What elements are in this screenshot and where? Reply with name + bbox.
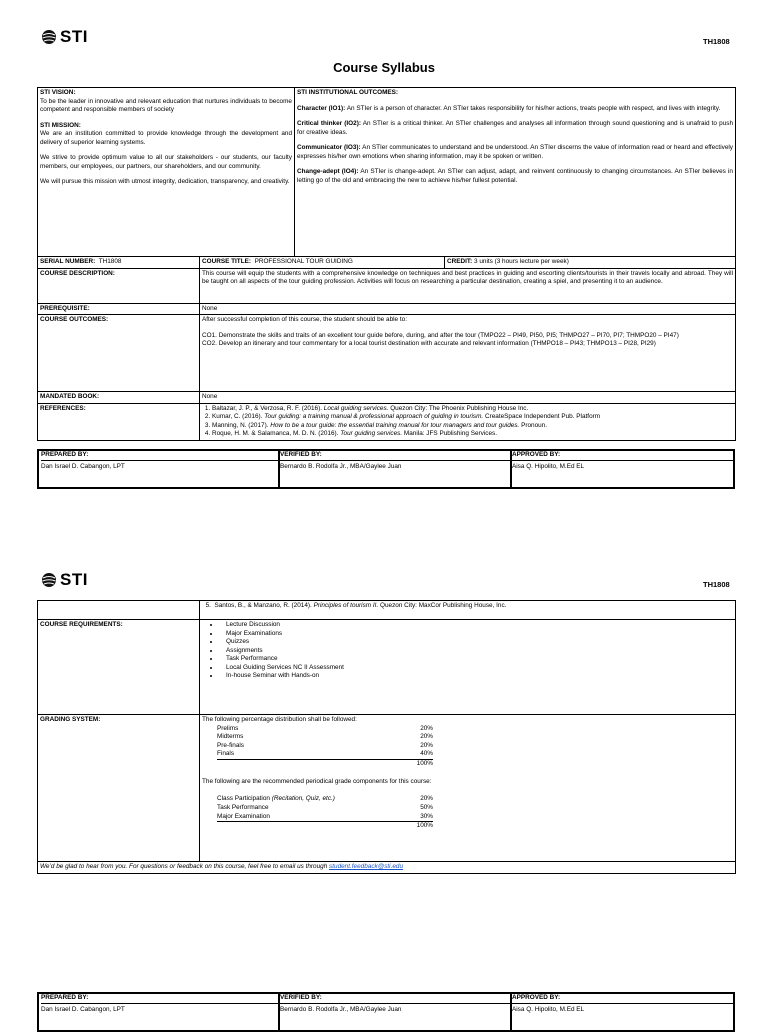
logo-text: STI [60, 27, 88, 46]
mandated-book-label: MANDATED BOOK: [38, 392, 200, 404]
syllabus-table [37, 87, 736, 441]
vision-text: To be the leader in innovative and relevant education that nurtures individuals to become competent and responsible members of society [40, 97, 292, 114]
prerequisite-row [38, 303, 736, 315]
verified-by-name: Bernardo B. Rodolfa Jr., MBA/Gaylee Juan [280, 463, 402, 470]
prepared-by-name: Dan Israel D. Cabangon, LPT [41, 1006, 125, 1013]
requirement-item: • Lecture Discussion [220, 621, 733, 630]
serial-row [38, 257, 736, 269]
references-label: REFERENCES: [38, 403, 200, 440]
approved-by-label: APPROVED BY: [512, 451, 733, 461]
feedback-note: We’d be glad to hear from you. For questions or feedback on this course, feel free to email us through student.feedback@sti.edu [38, 862, 736, 874]
requirements-list [202, 621, 733, 681]
approved-by-label: APPROVED BY: [512, 994, 733, 1004]
feedback-email-link[interactable]: student.feedback@sti.edu [329, 863, 404, 870]
grading-intro-2: The following are the recommended periodical grade components for this course: [202, 777, 432, 785]
requirements-cell [200, 620, 736, 715]
course-outcomes-intro: After successful completion of this course, the student should be able to: [202, 316, 407, 324]
prerequisite-label: PREREQUISITE: [38, 303, 200, 315]
sti-logo [41, 27, 88, 47]
course-outcome-co1: CO1. Demonstrate the skills and traits of an excellent tour guide before, during, and after the tour (TMPO22 – PI49, PI50, PI5; THMPO27 – PI70, PI7; THMPO20 – PI47) [202, 331, 679, 339]
vision-mission-cell [38, 88, 295, 257]
prepared-by-label: PREPARED BY: [41, 994, 278, 1004]
mission-text-2: We strive to provide optimum value to all our stakeholders - our students, our faculty members, our employees, our partners, our shareholders, and our community. [40, 154, 292, 170]
approved-by-cell [510, 994, 733, 1030]
grading-cell [200, 715, 736, 862]
outcome-term: Critical thinker (IO2): [297, 120, 361, 128]
reference-item: 4. Roque, H. M. & Salamanca, M. D. N. (2016). Tour guiding services. Manila: JFS Publishing Services. [212, 430, 733, 439]
course-title-value: PROFESSIONAL TOUR GUIDING [254, 258, 353, 265]
verified-by-cell [278, 994, 512, 1030]
reference-item: 2. Kumar, C. (2016). Tour guiding: a training manual & professional approach of guiding in tourism. CreateSpace Independent Pub. Platform [212, 413, 733, 422]
vision-mission-row [38, 88, 736, 257]
course-outcome-co2: CO2. Develop an itinerary and tour commentary for a local tourist destination with accurate and relevant information (THMPO18 – PI43; THMPO13 – PI28, PI29) [202, 340, 656, 348]
grade-components-table [217, 795, 433, 831]
reference-item: 1. Baltazar, J. P., & Verzosa, R. F. (2016). Local guiding services. Quezon City: The Phoenix Publishing House Inc. [212, 405, 733, 414]
mission-text-3: We will pursue this mission with utmost integrity, dedication, transparency, and creativity. [40, 178, 290, 186]
requirement-item: • Local Guiding Services NC II Assessment [220, 664, 733, 673]
requirement-item: • Quizzes [220, 638, 733, 647]
outcome-text: An STIer communicates to understand and be understood. An STIer discerns the value of information read or heard and effectively expresses his/her own emotions when sharing information, may it be spoken or written. [297, 144, 733, 160]
approved-by-name: Aisa Q. Hipolito, M.Ed EL [512, 463, 585, 470]
verified-by-name: Bernardo B. Rodolfa Jr., MBA/Gaylee Juan [280, 1006, 402, 1013]
component-row: Task Performance 50% [217, 803, 433, 811]
references-list [202, 405, 733, 439]
approved-by-cell [510, 451, 733, 487]
period-row: Midterms 20% [217, 733, 433, 741]
reference-5-cell: 5. Santos, B., & Manzano, R. (2014). Principles of tourism II. Quezon City: MaxCor Publishing House, Inc. [200, 601, 736, 620]
period-row: Finals 40% [217, 750, 433, 759]
vision-label: STI VISION: [40, 89, 76, 96]
course-title-cell [200, 257, 445, 269]
globe-icon [41, 572, 57, 588]
references-cell [200, 403, 736, 440]
prepared-by-label: PREPARED BY: [41, 451, 278, 461]
mission-label: STI MISSION: [40, 121, 81, 129]
requirement-item: • In-house Seminar with Hands-on [220, 672, 733, 681]
outcome-term: Change-adept (IO4): [297, 168, 359, 176]
credit-value: 3 units (3 hours lecture per week) [474, 258, 569, 265]
reference-item: 3. Manning, N. (2017). How to be a tour guide: the essential training manual for tour managers and tour guides. Pronoun. [212, 422, 733, 431]
outcome-io4 [297, 168, 733, 185]
outcome-term: Communicator (IO3): [297, 144, 361, 152]
course-outcomes-row [38, 315, 736, 392]
verified-by-cell [278, 451, 512, 487]
grading-label: GRADING SYSTEM: [38, 715, 200, 862]
document-code: TH1808 [703, 580, 730, 589]
prepared-by-cell [39, 994, 280, 1030]
credit-cell [445, 257, 736, 269]
requirement-item: • Task Performance [220, 655, 733, 664]
requirement-item: • Assignments [220, 647, 733, 656]
references-row [38, 403, 736, 440]
syllabus-table-continued [37, 600, 736, 874]
serial-number-cell [38, 257, 200, 269]
period-row: Pre-finals 20% [217, 741, 433, 749]
logo-text: STI [60, 570, 88, 589]
outcome-io1 [297, 105, 733, 114]
description-label: COURSE DESCRIPTION: [38, 268, 200, 303]
credit-label: CREDIT: [447, 258, 473, 265]
verified-by-label: VERIFIED BY: [280, 994, 510, 1004]
prerequisite-value: None [200, 303, 736, 315]
requirement-item: • Major Examinations [220, 630, 733, 639]
document-code: TH1808 [703, 37, 730, 46]
prepared-by-name: Dan Israel D. Cabangon, LPT [41, 463, 125, 470]
mission-text-1: We are an institution committed to provide knowledge through the development and delivery of superior learning systems. [40, 130, 292, 146]
outcome-text: An STIer is change-adept. An STIer can adjust, adapt, and reinvent continuously to changing circumstances. An STIer believes in letting go of the old and embracing the new to achieve his/her fullest potential. [297, 168, 733, 184]
requirements-label: COURSE REQUIREMENTS: [38, 620, 200, 715]
period-distribution-table [217, 725, 433, 769]
period-total-row: 100% [416, 760, 433, 768]
outcome-term: Character (IO1): [297, 104, 346, 112]
outcomes-label: STI INSTITUTIONAL OUTCOMES: [297, 89, 399, 96]
feedback-row [38, 862, 736, 874]
approved-by-name: Aisa Q. Hipolito, M.Ed EL [512, 1006, 585, 1013]
verified-by-label: VERIFIED BY: [280, 451, 510, 461]
mandated-book-value: None [200, 392, 736, 404]
outcome-text: An STIer is a critical thinker. An STIer challenges and analyses all information through sound questioning and is unafraid to push for creative ideas. [297, 120, 733, 136]
page-title: Course Syllabus [333, 60, 435, 75]
prepared-by-cell [39, 451, 280, 487]
outcome-io3 [297, 144, 733, 161]
period-row: Prelims 20% [217, 724, 433, 732]
component-row: Class Participation (Recitation, Quiz, etc.) 20% [217, 795, 433, 803]
signature-block [37, 992, 735, 1032]
institutional-outcomes-cell [295, 88, 736, 257]
serial-value: TH1808 [98, 258, 122, 265]
signature-block [37, 449, 735, 489]
component-row: Major Examination 30% [217, 813, 433, 822]
globe-icon [41, 29, 57, 45]
requirements-row [38, 620, 736, 715]
grading-intro-1: The following percentage distribution shall be followed: [202, 716, 357, 723]
grading-row [38, 715, 736, 862]
mandated-book-row [38, 392, 736, 404]
course-outcomes-label: COURSE OUTCOMES: [38, 315, 200, 392]
course-title-label: COURSE TITLE: [202, 258, 251, 265]
serial-label: SERIAL NUMBER: [40, 258, 96, 265]
outcome-io2 [297, 120, 733, 137]
description-row [38, 268, 736, 303]
description-text: This course will equip the students with a comprehensive knowledge on techniques and best practices in guiding and escorting clients/tourists in their travels locally and abroad. They will be taught on all aspects of the tour guiding profession. Activities will focus on researching a particular destination, creating a spiel, and presenting it to an audience. [200, 268, 736, 303]
sti-logo [41, 570, 88, 590]
component-total-row: 100% [416, 822, 433, 830]
course-outcomes-cell [200, 315, 736, 392]
reference-5-row [38, 601, 736, 620]
outcome-text: An STIer is a person of character. An STIer takes responsibility for his/her actions, treats people with respect, and lives with integrity. [345, 104, 721, 112]
